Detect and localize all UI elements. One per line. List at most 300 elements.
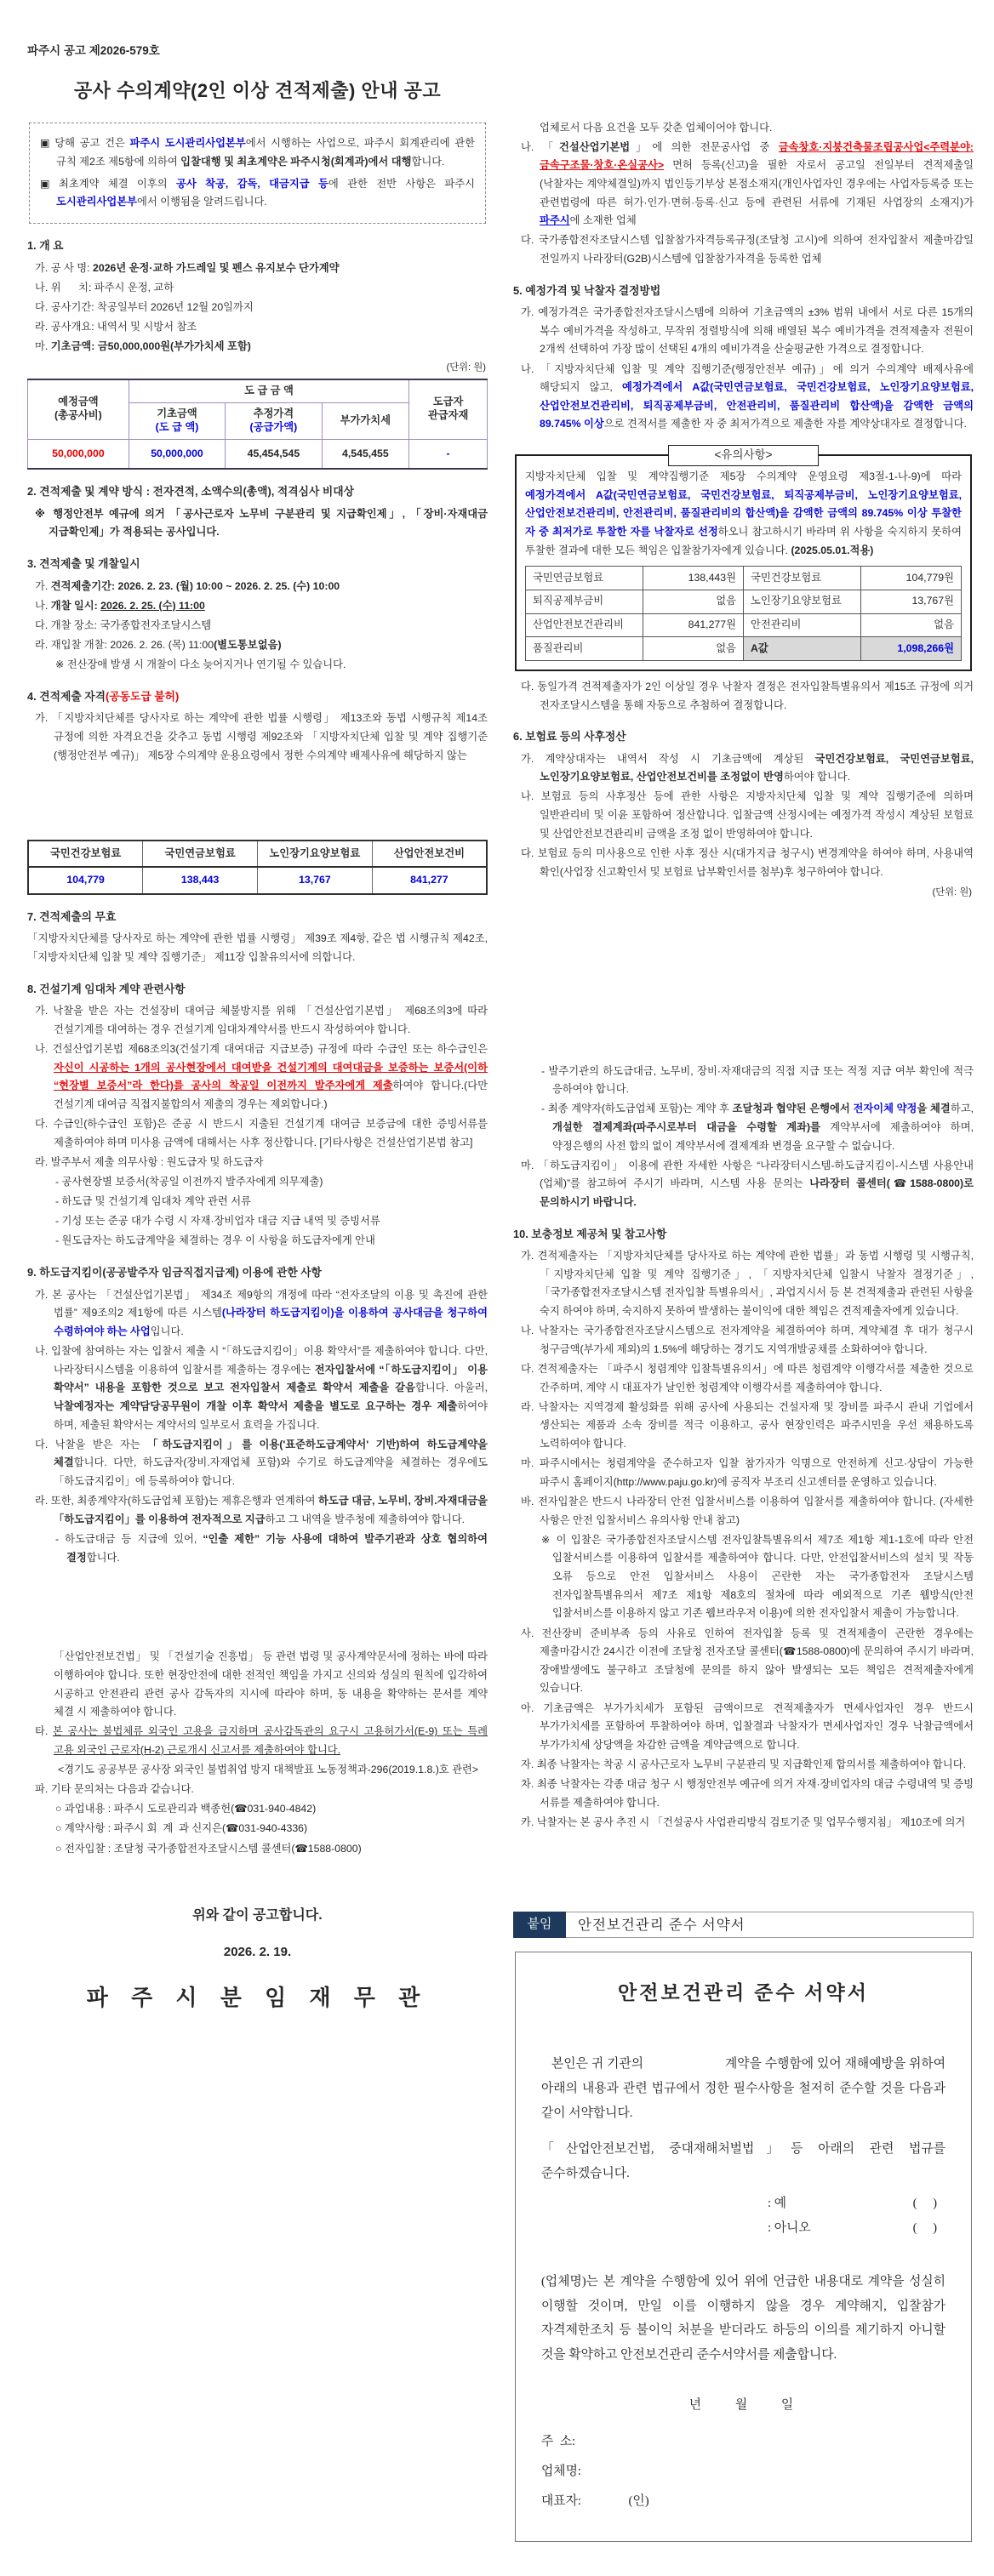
paragraph (521, 1247, 974, 1321)
header-text: 예정금액 (58, 396, 99, 408)
page-title: 공사 수의계약(2인 이상 견적제출) 안내 공고 (73, 79, 442, 101)
contact-contract (55, 1820, 488, 1838)
header-estimated-price (226, 402, 322, 439)
text-segment: 아. 기초금액은 부가가치세가 포함된 금액이므로 견적제출자가 면세사업자인 경우 반드시 부가가치세를 포함하여 투찰하여야 하며, 입찰결과 낙찰자가 면세사업자인 경우 낙찰금액에서 부가가치세 상당액을 차감한 금액을 계약금액으로 합니다. (521, 1701, 974, 1751)
text-segment: - 발주기관의 하도급대금, 노무비, 장비·자재대금의 직접 지급 또는 적정 지급 여부 확인에 적극 응하여야 합니다. (541, 1064, 974, 1096)
insurance-fee-table (27, 840, 488, 895)
text-segment: 업체로서 다음 요건을 모두 갖춘 업체이어야 합니다. (540, 121, 773, 134)
value-vat: 4,545,455 (322, 439, 409, 469)
caution-box-body (525, 468, 962, 560)
label-retirement-deduction: 퇴직공제부금비 (526, 590, 643, 613)
paragraph (35, 636, 488, 655)
text-segment: 다. 개찰 장소: 국가종합전자조달시스템 (35, 618, 212, 631)
section-6-heading (513, 727, 974, 747)
text-segment: ○ 과업내용 : 파주시 도로관리과 백종헌(☎031-940-4842) (55, 1803, 317, 1815)
spacer (541, 2368, 945, 2393)
spacer (27, 1860, 488, 1894)
section-4-heading (27, 687, 488, 707)
text-segment: 가. 계약상대자는 내역서 작성 시 기초금액에 계상된 (521, 752, 815, 765)
table-row (526, 613, 962, 637)
table-row (526, 590, 962, 613)
text-segment: 낙찰예정자는 계약담당공무원이 개찰 이후 확약서 제출을 별도로 요구하는 경우 제출 (54, 1399, 458, 1412)
text-segment: 자. 최종 낙찰자는 착공 시 공사근로자 노무비 구분관리 및 지급확인제 합의서를 제출하여야 합니다. (521, 1758, 966, 1770)
value-expected-amount: 50,000,000 (28, 439, 129, 469)
text-segment: 전자이체 약정 (853, 1103, 917, 1115)
paragraph (521, 1360, 974, 1397)
paragraph (541, 2137, 945, 2186)
header-expected-amount (28, 379, 129, 439)
text-segment: 2026. 2. 19. (223, 1944, 292, 1959)
text-segment: (나라장터 하도급지킴이)을 이용하여 공사대금을 청구하여 수령하여야 하는 사업 (54, 1307, 488, 1337)
paragraph (521, 304, 974, 359)
notice-bullet-1 (40, 134, 475, 171)
text-segment: 에 관한 전반 사항은 파주시 (328, 177, 475, 190)
text-segment: 마. (35, 340, 51, 353)
label-industrial-safety-mgmt: 산업안전보건관리비 (526, 613, 643, 637)
text-segment: 자신이 시공하는 1개의 공사현장에서 대여받을 건설기계의 대여대금을 보증하는 보증서(이하 “현장별 보증서”라 한다)를 공사의 착공일 이전까지 발주자에게 제출 (54, 1061, 488, 1092)
text-segment: 가. 「지방자치단체를 당사자로 하는 계약에 관한 법률 시행령」 제13조와 동법 시행규칙 제14조 규정에 의한 자격요건을 갖추고 동법 시행령 제92조와 「지방자치단체 입찰 및 계약 집행기준 (행정안전부 예규)」 제5장 수의계약 운용요령에서 정한 수의계약 배제사유에 해당하지 않는 (35, 712, 488, 761)
text-segment: 7. 견적제출의 무효 (27, 909, 117, 923)
right-top-section (513, 39, 974, 434)
text-segment: ※ 행정안전부 예규에 의거 「공사근로자 노무비 구분관리 및 지급확인제」, 「장비·자재대금 지급확인제」가 적용되는 공사입니다. (35, 507, 488, 539)
paragraph (521, 1493, 974, 1530)
text-segment: 합니다. (411, 156, 445, 168)
text-segment: 」에 의한 전문공사업 중 (630, 140, 779, 153)
text-segment: 건설산업기본법 (558, 140, 631, 153)
paragraph (55, 1530, 488, 1567)
paragraph (521, 1322, 974, 1359)
paragraph (35, 1492, 488, 1529)
text-segment: 파. 기타 문의처는 다음과 같습니다. (35, 1783, 194, 1796)
paragraph (521, 678, 974, 715)
text-segment: 「하도급지킴이」를 이용('표준하도급계약서' 기반)하여 하도급계약을 체결 (54, 1438, 488, 1469)
section-9-heading (27, 1263, 488, 1283)
spacer (513, 39, 974, 117)
label-health: 국민건강보험료 (743, 567, 860, 590)
contact-task (55, 1800, 488, 1819)
header-contract-amount: 도 급 금 액 (129, 379, 408, 402)
text-segment: 입니다. (150, 1325, 184, 1337)
text-segment: 대표자: (인) (541, 2493, 649, 2508)
text-segment: 바. 전자입찰은 반드시 나라장터 안전 입찰서비스를 이용하여 입찰서를 제출하여야 합니다. (자세한 사항은 안전 입찰서비스 유의사항 안내 참고) (521, 1496, 974, 1526)
text-segment: 가. 견적제출자는 「지방자치단체를 당사자로 하는 계약에 관한 법률」과 동법 시행령 및 시행규칙, 「지방자치단체 입찰 및 계약 집행기준」, 「지방자치단체 입찰시 낙찰자 결정기준」, 「국가종합전자조달시스템 전자입찰 특별유의서」, 과업지시서 등 본 견적제출과 관련된 사항을 숙지 하여야 하며, 숙지하지 못하여 발생하는 불이익에 대한 책임은 견적제출자에게 있습니다. (521, 1250, 974, 1318)
text-segment: 조달청과 협약된 은행에서 (732, 1103, 854, 1115)
text-segment: 6. 보험료 등의 사후정산 (513, 730, 626, 744)
table-header-row (28, 841, 487, 868)
text-segment: 안전보건관리 준수 서약서 (618, 1982, 869, 2004)
value-longterm-care: 13,767 (258, 867, 373, 894)
text-segment: ※ 이 입찰은 국가종합전자조달시스템 전자입찰특별유의서 제7조 제1항 제1-1호에 따라 안전 입찰서비스를 이용하여 입찰서를 제출하여야 합니다. 다만, 안전입찰서비스의 설치 및 작동 오류 등으로 안전 입찰서비스 사용이 곤란한 자는 국가종합전자 조달시스템 전자입찰특별유의서 제7조 제1항 제8호의 절차에 따라 예외적으로 기존 웹방식(안전 입찰서비스를 이용하지 않고 기존 웹브라우저 이용)에 의한 전자입찰서 제출이 가능합니다. (541, 1533, 974, 1620)
text-segment: 나라장터 콜센터(☎1588-0800)로 문의하시기 바랍니다. (540, 1177, 974, 1209)
text-segment: (2025.05.01.적용) (791, 544, 874, 556)
pledge-company-line (541, 2459, 945, 2484)
text-segment: 도시관리사업본부 (56, 196, 138, 208)
a-value-table (525, 566, 962, 661)
text-segment: 하여야 하며, 제출된 확약서는 계약서의 일부로서 효력을 가집니다. (54, 1399, 488, 1431)
text-segment: 라. 공사개요: 내역서 및 시방서 참조 (35, 320, 197, 333)
text-segment: 예정가격에서 A값(국민연금보험료, 국민건강보험료, 노인장기요양보험료, 산업안전보건관리비, 퇴직공제부금비, 안전관리비, 품질관리비 합산액)을 감액한 금액의 89.745% 이상 (540, 381, 974, 430)
text-segment: 에서 시행하는 사업으로, 파주시 회계관리에 관한 규칙 제2조 제5항에 의하여 (56, 137, 475, 168)
paragraph (35, 1115, 488, 1152)
value-a-value: 1,098,266원 (861, 637, 962, 661)
text-segment: 금속창호·지붕건축물조립공사업<주력분야: 금속구조물·창호·온실공사> (540, 140, 974, 172)
paragraph (35, 279, 488, 298)
text-segment: <경기도 공공부문 공사장 외국인 불법취업 방지 대책발표 노동정책과-296(2019.1.8.)호 관련> (58, 1764, 479, 1776)
paragraph (35, 1154, 488, 1172)
text-segment: 「지방자치단체를 당사자로 하는 계약에 관한 법률 시행령」 제39조 제4항, 같은 법 시행규칙 제42조, 「지방자치단체 입찰 및 계약 집행기준」 제11장 입찰유의서에 의합니다. (27, 932, 488, 964)
paragraph (35, 505, 488, 542)
text-segment: 전자입찰서에 “「하도급지킴이」 이용 확약서” 내용을 포함한 것으로 보고 전자입찰서 제출로 확약서 제출을 갈음 (54, 1363, 488, 1394)
header-text: 관급자재 (427, 409, 469, 422)
text-segment: 라. 재입찰 개찰: 2026. 2. 26. (목) 11:00 (35, 638, 214, 651)
section-5-heading (513, 282, 974, 301)
section-8-heading (27, 980, 488, 1000)
text-segment: 합니다. (86, 1551, 120, 1564)
text-segment: - 하도급대금 등 지급에 있어, (55, 1532, 203, 1545)
pledge-address-line (541, 2430, 945, 2454)
paragraph (521, 788, 974, 843)
text-segment: 에 소재한 업체 (569, 214, 637, 227)
header-vat: 부가가치세 (322, 402, 409, 439)
unit-label (515, 885, 972, 902)
text-segment: 하도급 대금, 노무비, 장비.자재대금을 「하도급지킴이」를 이용하여 전자적으로 지급 (54, 1495, 488, 1525)
notice-number: 파주시 공고 제2026-579호 (27, 44, 160, 57)
text-segment: 2. 견적제출 및 계약 방식 : 전자견적, 소액수의(총액), 적격심사 비대상 (27, 485, 354, 499)
paragraph (35, 318, 488, 337)
paragraph (521, 139, 974, 231)
value-industrial-safety: 841,277 (372, 867, 487, 894)
header-pension-insurance: 국민연금보험료 (143, 841, 258, 868)
text-segment: 공사 착공, 감독, 대금지급 등 (175, 177, 328, 190)
text-segment: 2026년 운정·교하 가드레일 및 펜스 유지보수 단가계약 (93, 261, 340, 274)
text-segment: 하여야 합니다. (783, 771, 850, 784)
text-segment: 3. 견적제출 및 개찰일시 (27, 557, 140, 571)
pledge-choice-yes (541, 2191, 945, 2216)
paragraph (35, 578, 488, 596)
header-text: (도 급 액) (155, 420, 199, 433)
text-segment: 2026. 2. 25. (수) 11:00 (100, 599, 205, 612)
text-segment: 카. 낙찰자는 본 공사 추진 시 「건설공사 사업관리방식 검토기준 및 업무수행지침」 제10조에 의거 (521, 1815, 966, 1828)
closing-statement (27, 1904, 488, 1928)
header-industrial-safety: 산업안전보건비 (372, 841, 487, 868)
spacer (541, 2241, 945, 2270)
issuer-signature (27, 1979, 488, 2018)
text-segment: - 하도급 및 건설기계 임대차 계약 관련 서류 (55, 1195, 251, 1208)
value-longterm-care: 13,767원 (861, 590, 962, 613)
paragraph (521, 1700, 974, 1755)
paragraph (55, 1232, 488, 1251)
text-segment: 개설한 결제계좌(파주시로부터 대금을 수령할 계좌)를 (552, 1120, 820, 1133)
text-segment: 본인은 귀 기관의 계약을 수행함에 있어 재해예방을 위하여 아래의 내용과 관련 법규에서 정한 필수사항을 철저히 준수할 것을 다음과 같이 서약합니다. (541, 2056, 945, 2120)
text-segment: 하여야 합니다.(다만 건설기계 대여금 직접지불합의서 제출의 경우는 제외합니다.) (54, 1080, 488, 1110)
header-health-insurance: 국민건강보험료 (28, 841, 143, 868)
text-segment: 면허 등록(신고)을 필한 자로서 공고일 전일부터 견적제출일(낙찰자는 계약체결일)까지 법인등기부상 본점소재지(개인사업자인 경우에는 사업자등록증 또는 관련법령에 따른 허가·인가·면허·등록·신고 등에 관련된 서류에 기재된 사업장의 소재지)가 (540, 159, 974, 208)
paragraph (541, 1531, 974, 1623)
text-segment: - 공사현장별 보증서(착공일 이전까지 발주자에게 의무제출) (55, 1176, 323, 1188)
text-segment: 나. 「지방자치단체 입찰 및 계약 집행기준(행정안전부 예규)」에 의거 수의계약 배제사유에 해당되지 않고, (521, 362, 974, 394)
text-segment: 라. 발주부서 제출 의무사항 : 원도급자 및 하도급자 (35, 1155, 264, 1168)
paragraph (55, 1212, 488, 1231)
text-segment: 으로 견적서를 제출한 자 중 최저가격으로 제출한 자를 계약상대자로 결정합니다. (603, 418, 967, 430)
paragraph (521, 1157, 974, 1212)
attachment-label: 붙임 (513, 1912, 566, 1938)
text-segment: : 아니오 (768, 2220, 811, 2235)
caution-box (515, 448, 972, 671)
text-segment: 하고 그 내역을 발주청에 제출하여야 합니다. (265, 1513, 465, 1525)
value-supplied-materials: - (409, 439, 488, 469)
header-supplied-materials (409, 379, 488, 439)
table-header-row (28, 379, 488, 402)
table-value-row (28, 439, 488, 469)
text-segment: 에서 이행됨을 알려드립니다. (137, 196, 267, 208)
text-segment: ▣ 당해 공고 건은 (40, 137, 130, 150)
unit-label (29, 360, 486, 377)
paragraph (35, 259, 488, 278)
text-segment: 가. 공 사 명: (35, 261, 94, 274)
section-1-heading (27, 237, 488, 256)
header-text: (공급가액) (249, 420, 298, 433)
paragraph (521, 1775, 974, 1812)
paragraph (35, 1781, 488, 1799)
paragraph (540, 119, 974, 138)
header-text: 도급자 (432, 396, 464, 408)
paragraph (58, 1761, 488, 1780)
paragraph (35, 1040, 488, 1114)
text-segment: 나. 「 (521, 140, 559, 153)
text-segment: 지방자치단체 입찰 및 계약집행기준 제5장 수의계약 운영요령 제3절-1-나-9)에 따라 (525, 470, 962, 483)
announce-date (27, 1941, 488, 1963)
text-segment: 을 체결 (917, 1103, 951, 1115)
contact-ebid (55, 1840, 488, 1859)
text-segment: 년 월 일 (688, 2398, 798, 2413)
text-segment: : 예 (768, 2197, 787, 2211)
left-bottom-section (27, 1569, 488, 2018)
text-segment: 하고, (950, 1103, 974, 1115)
table-row (526, 567, 962, 590)
text-segment: 다. 견적제출자는 「파주시 청렴계약 입찰특별유의서」에 따른 청렴계약 이행각서를 제출한 것으로 간주하며, 계약 시 대표자가 날인한 청렴계약 이행각서를 제출하여야 합니다. (521, 1363, 974, 1393)
text-segment: 위와 같이 공고합니다. (192, 1907, 323, 1923)
value-estimated-price: 45,454,545 (226, 439, 322, 469)
value-industrial-safety-mgmt: 841,277원 (643, 613, 744, 637)
paragraph (27, 930, 488, 966)
text-segment: 파주시 (540, 214, 570, 227)
text-segment: (별도통보없음) (214, 638, 282, 651)
text-segment: ○ 전자입찰 : 조달청 국가종합전자조달시스템 콜센터(☎1588-0800) (55, 1842, 362, 1855)
paragraph (521, 750, 974, 787)
text-segment: 하오니 참고하시기 바라며 위 사항을 숙지하지 못하여 투찰한 결과에 대한 모든 책임은 입찰참가자에게 있습니다. (525, 526, 962, 556)
spacer (513, 903, 974, 1061)
text-segment: 기초금액: 금50,000,000원(부가가치세 포함) (50, 340, 251, 353)
paragraph (35, 1342, 488, 1434)
text-segment: 10. 보충정보 제공처 및 참고사항 (513, 1227, 667, 1240)
paragraph (521, 845, 974, 881)
text-segment: 나. 보험료 등의 사후정산 등에 관한 사항은 지방자치단체 입찰 및 계약 집행기준에 의하며 일반관리비 및 이윤 포함하여 정산합니다. 입찰금액 산정시에는 예정가격 작성시 계상된 보험료 및 산업안전보건관리비 금액을 조정 없이 반영하여야 합니다. (521, 790, 974, 840)
value-base-amount: 50,000,000 (129, 439, 225, 469)
text-segment: 나. 위 치: 파주시 운정, 교하 (35, 281, 174, 294)
paragraph (35, 617, 488, 635)
table-row (526, 637, 962, 661)
text-segment: “인출 제한” 기능 사용에 대하여 발주기관과 상호 협의하여 결정 (66, 1532, 488, 1564)
spacer (541, 2013, 945, 2052)
section-1-overview (27, 237, 488, 377)
pledge-choice-no (541, 2216, 945, 2241)
attachment-title: 안전보건관리 준수 서약서 (566, 1912, 974, 1938)
paragraph (35, 597, 488, 616)
spacer (541, 2125, 945, 2137)
value-pension-insurance: 138,443 (143, 867, 258, 894)
caution-box-title: <유의사항> (668, 445, 820, 466)
text-segment: - 기성 또는 준공 대가 수령 시 자재·장비업자 대금 지급 내역 및 증빙서류 (55, 1215, 380, 1228)
text-segment: 나. 입찰에 참여하는 자는 입찰서 제출 시 “「하도급지킴이」이용 확약서”를 제출하여야 합니다. 다만, 나라장터시스템을 이용하여 입찰서를 제출하는 경우에는 (35, 1345, 488, 1376)
sections-7-to-9 (27, 908, 488, 1567)
text-segment: 나. (35, 599, 51, 612)
text-segment: ○ 계약사항 : 파주시 회 계 과 신지은(☎031-940-4336) (55, 1822, 308, 1835)
left-page-column (27, 39, 488, 2018)
text-segment: 합니다. 다만, 하도급자(장비.자재업체 포함)와 수기로 하도급계약을 체결하는 경우에도 「하도급지킴이」에 등록하여야 합니다. (54, 1456, 488, 1488)
sections-6-and-10 (513, 678, 974, 1908)
text-segment: - 최종 계약자(하도급업체 포함)는 계약 후 (541, 1103, 733, 1115)
paragraph (55, 656, 488, 675)
caution-text (525, 468, 962, 560)
text-segment: 개찰 일시: (50, 599, 101, 612)
text-segment: 마. 파주시에서는 청렴계약을 준수하고자 입찰 참가자가 익명으로 안전하게 신고·상담이 가능한 파주시 홈페이지(http://www.paju.go.kr)에 공직자 부조리 신고센터를 운영하고 있습니다. (521, 1457, 974, 1488)
text-segment: 국민건강보험료, 국민연금보험료, 노인장기요양보험료, 산업안전보건비를 조정없이 반영 (540, 752, 974, 784)
text-segment: 본 공사는 불법체류 외국인 고용을 금지하며 공사감독관의 요구시 고용허가서(E-9) 또는 특례 고용 외국인 근로자(H-2) 근로개시 신고서를 제출하여야 합니다. (52, 1725, 488, 1756)
value-health-insurance: 104,779 (28, 867, 143, 894)
value-quality-mgmt: 없음 (643, 637, 744, 661)
value-retirement-deduction: 없음 (643, 590, 744, 613)
spacer (541, 2418, 945, 2425)
paragraph (35, 1286, 488, 1342)
text-segment: 「산업안전보건법, 중대재해처벌법」등 아래의 관련 법규를 준수하겠습니다. (541, 2142, 945, 2181)
contract-amount-table (27, 379, 488, 470)
text-segment: 다. 낙찰을 받은 자는 (35, 1438, 148, 1450)
paragraph (541, 1100, 974, 1155)
section-7-heading (27, 908, 488, 927)
header-text: (총공사비) (54, 409, 102, 422)
section-3-heading (27, 555, 488, 574)
text-segment: 5. 예정가격 및 낙찰자 결정방법 (513, 283, 661, 297)
paragraph (55, 1193, 488, 1211)
paragraph (541, 1063, 974, 1099)
header-text: 추정가격 (253, 407, 294, 419)
label-longterm-care: 노인장기요양보험료 (743, 590, 860, 613)
paragraph (521, 361, 974, 435)
text-segment: 나. 낙찰자는 국가종합전자조달시스템으로 전자계약을 체결하여야 하며, 계약체결 후 대가 청구시 청구금액(부가세 제외)의 1.5%에 해당하는 경기도 지역개발공채를 소화하여야 합니다. (521, 1325, 974, 1355)
text-segment: 마. 「하도급지킴이」 이용에 관한 자세한 사항은 “나라장터시스템-하도급지킴이-시스템 사용안내(업체)”를 참고하여 주시기 바라며, 시스템 사용 문의는 (521, 1159, 974, 1190)
header-longterm-care: 노인장기요양보험료 (258, 841, 373, 868)
text-segment: 가. (35, 579, 51, 592)
text-segment: 업체명: (541, 2464, 581, 2478)
text-segment: 라. 또한, 최종계약자(하도급업체 포함)는 제휴은행과 연계하여 (35, 1495, 319, 1507)
text-segment: 견적제출기간: 2026. 2. 23. (월) 10:00 ~ 2026. 2. 25. (수) 10:00 (50, 579, 340, 592)
text-segment: 주 소: (541, 2435, 576, 2449)
safety-pledge-box (515, 1952, 972, 2542)
text-segment: 타. (35, 1725, 53, 1738)
text-segment: 차. 최종 낙찰자는 각종 대금 청구 시 행정안전부 예규에 의거 자재·장비업자의 대금 수령내역 및 증빙 서류를 제출하여야 합니다. (521, 1778, 974, 1809)
spacer (27, 767, 488, 838)
text-segment: 예정가격에서 A값(국민연금보험료, 국민건강보험료, 퇴직공제부금비, 노인장기요양보험료, 산업안전보건관리비, 안전관리비, 품질관리비의 합산액)을 감액한 금액의 89.745% 이상 투찰한 자 중 최저가로 투찰한 자를 낙찰자로 선정 (525, 488, 962, 539)
paragraph (521, 1399, 974, 1454)
text-segment: 다. 국가종합전자조달시스템 입찰참가자격등록규정(조달청 고시)에 의하여 전자입찰서 제출마감일 전일까지 나라장터(G2B)시스템에 입찰참가자격을 등록한 업체 (521, 234, 974, 265)
text-segment: (업체명)는 본 계약을 수행함에 있어 위에 언급한 내용대로 계약을 성실히 이행할 것이며, 만일 이를 이행하지 않을 경우 계약해지, 입찰참가 자격제한조치 등 불이익 처분을 받더라도 하등의 이의를 제기하지 아니할 것을 확약하고 안전보건관리 준수서약서를 제출합니다. (541, 2274, 945, 2362)
notice-bullet-2 (40, 175, 475, 212)
paragraph (541, 2052, 945, 2126)
header-text: 기초금액 (157, 407, 197, 419)
pledge-representative-line (541, 2489, 945, 2514)
text-segment: 파주시 도시관리사업본부 (129, 137, 246, 150)
paragraph (54, 1648, 488, 1722)
text-segment: 나. 건설산업기본법 제68조의3(건설기계 대여대금 지급보증) 규정에 따라 수급인 또는 하수급인은 (35, 1043, 488, 1056)
value-health: 104,779원 (861, 567, 962, 590)
paragraph (35, 1723, 488, 1759)
table-value-row (28, 867, 487, 894)
right-page-column (513, 39, 974, 2542)
sections-2-to-4 (27, 482, 488, 837)
header-base-amount (129, 402, 225, 439)
text-segment: 1. 개 요 (27, 239, 64, 253)
text-segment: (공동도급 불허) (105, 689, 180, 703)
spacer (513, 1833, 974, 1908)
text-segment: 합니다. 아울러, (414, 1382, 488, 1394)
label-quality-mgmt: 품질관리비 (526, 637, 643, 661)
paragraph (521, 1455, 974, 1491)
text-segment: 다. 보험료 등의 미사용으로 인한 사후 정산 시(대가지급 청구시) 변경계약을 하여야 하며, 사용내역 확인(사업장 신고확인서 및 보험료 납부확인서를 첨부)후 청구하여야 합니다. (521, 846, 974, 878)
text-segment: 다. 수급인(하수급인 포함)은 준공 시 반드시 지출된 건설기계 대여금 보증금에 대한 증빙서류를 제출하여야 하며 미사용 금액에 대해서는 사후 정산합니다. [기타사항은 건설산업기본법 참고] (35, 1118, 488, 1148)
text-segment: 9. 하도급지킴이(공공발주자 임금직접지급제) 이용에 관한 사항 (27, 1266, 323, 1279)
text-segment: 「산업안전보건법」 및 「건설기술 진흥법」 등 관련 법령 및 공사계약문서에 정하는 바에 따라 이행하여야 합니다. 또한 현장안전에 대한 전적인 책임을 가지고 신의와 성실의 원칙에 입각하여 시공하고 안전관리 관련 공사 감독자의 지시에 따라야 하며, 동 내용을 확약하는 문서를 계약 체결 시 제출하여야 합니다. (54, 1650, 488, 1718)
text-segment: 4. 견적제출 자격 (27, 689, 106, 703)
text-segment: ▣ 최초계약 체결 이후의 (40, 177, 176, 190)
text-segment: 가. 예정가격은 국가종합전자조달시스템에 의하여 기초금액의 ±3% 범위 내에서 서로 다른 15개의 복수 예비가격을 작성하고, 무작위 정렬방식에 의해 배열된 복수 예비가격을 견적제출자 전원이 2개씩 선택하여 가장 많이 선택된 4개의 예비가격을 산술평균한 가격으로 결정합니다. (521, 306, 974, 356)
text-segment: 가. 본 공사는 「건설산업기본법」 제34조 제9항의 개정에 따라 “전자조달의 이용 및 촉진에 관한 법률” 제9조의2 제1항에 따른 시스템 (35, 1288, 488, 1319)
text-segment: 계약부서에 제출하여야 하며, 약정은행의 사전 합의 없이 계약부서에 결제계좌 변경을 요구할 수 없습니다. (552, 1120, 974, 1152)
text-segment: 사. 전산장비 준비부족 등의 사유로 인하여 전자입찰 등록 및 견적제출이 곤란한 경우에는 제출마감시간 24시간 이전에 조달청 전자조달 콜센터(☎1588-0800)에 문의하여 주시기 바라며, 장애발생에도 불구하고 조달청에 문의를 하지 않아 발생되는 모든 책임은 견적제출자에게 있습니다. (521, 1627, 974, 1695)
label-safety-mgmt: 안전관리비 (743, 613, 860, 637)
paragraph (521, 1814, 974, 1832)
text-segment: 가. 낙찰을 받은 자는 건설장비 대여금 체불방지를 위해 「건설산업기본법」 제68조의3에 따라 건설기계를 대여하는 경우 건설기계 임대차계약서를 반드시 작성하여야 합니다. (35, 1005, 488, 1035)
pledge-title (541, 1975, 945, 2013)
text-segment: (단위: 원) (932, 887, 972, 898)
value-pension: 138,443원 (643, 567, 744, 590)
paragraph (521, 1625, 974, 1699)
label-a-value: A값 (743, 637, 860, 661)
section-2-heading (27, 482, 488, 502)
paragraph (541, 2270, 945, 2368)
paragraph (35, 299, 488, 317)
paragraph (521, 231, 974, 268)
text-segment: ※ 전산장애 발생 시 개찰이 다소 늦어지거나 연기될 수 있습니다. (55, 658, 346, 671)
text-segment: 다. 동일가격 견적제출자가 2인 이상일 경우 낙찰자 결정은 전자입찰특별유의서 제15조 규정에 의거 전자조달시스템을 통해 자동으로 추첨하여 결정합니다. (521, 680, 974, 711)
paragraph (521, 1756, 974, 1775)
attachment-bar (513, 1912, 974, 1938)
text-segment: ( ) (912, 2220, 937, 2235)
section-10-heading (513, 1225, 974, 1245)
agency-notice-box (29, 123, 486, 224)
spacer (27, 1569, 488, 1647)
value-safety-mgmt: 없음 (861, 613, 962, 637)
text-segment: 다. 공사기간: 착공일부터 2026년 12월 20일까지 (35, 300, 254, 313)
pledge-date-line (541, 2393, 945, 2418)
text-segment: 라. 낙찰자는 지역경제 활성화를 위해 공사에 사용되는 건설자재 및 장비를 파주시 관내 기업에서 생산되는 제품과 소속 장비를 적극 이용하고, 공사 현장인력은 파주시민을 우선 채용하도록 노력하여야 합니다. (521, 1400, 974, 1450)
text-segment: 입찰대행 및 최초계약은 파주시청(회계과)에서 대행 (180, 156, 412, 168)
text-segment: (단위: 원) (446, 362, 486, 373)
paragraph (55, 1173, 488, 1192)
text-segment: 파 주 시 분 임 재 무 관 (86, 1985, 429, 2011)
paragraph (35, 1002, 488, 1039)
text-segment: ( ) (912, 2197, 937, 2211)
paragraph (35, 1436, 488, 1491)
